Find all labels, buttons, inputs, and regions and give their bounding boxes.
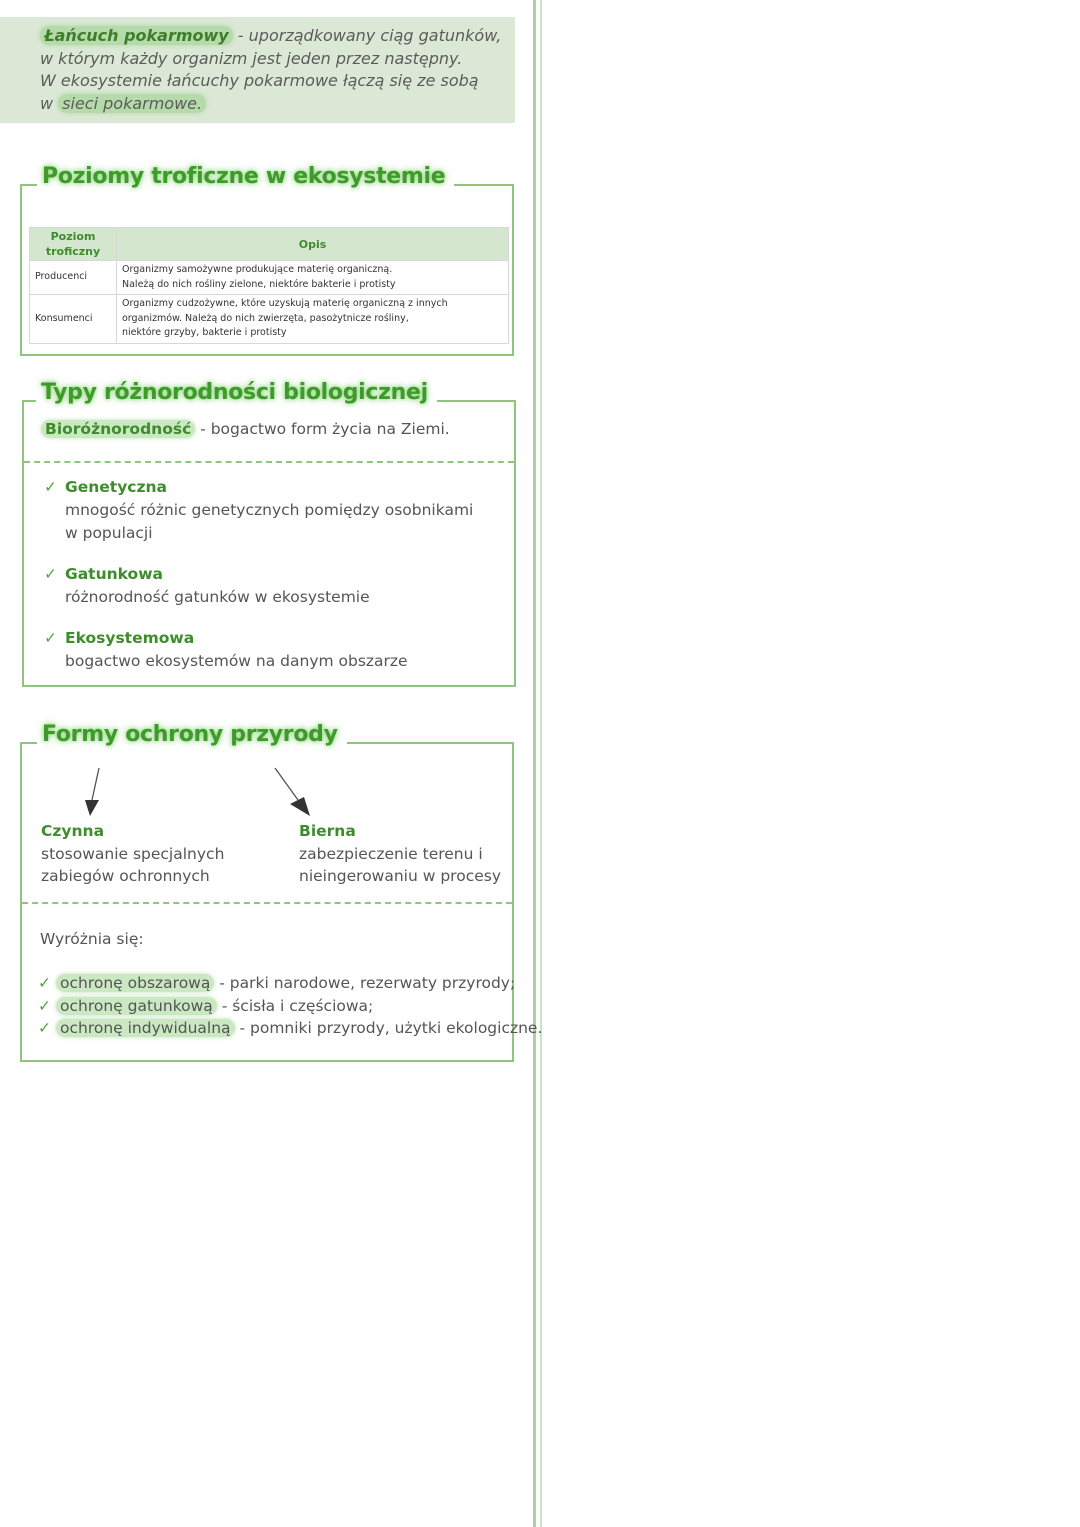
- arrow-line-right: [275, 768, 298, 800]
- description-cell: [117, 261, 509, 295]
- check-icon: ✓: [38, 1019, 51, 1037]
- protection-item-area: [38, 974, 515, 992]
- table-header-row: [30, 228, 509, 261]
- intro-line-1-rest: - uporządkowany ciąg gatunków,: [232, 26, 502, 45]
- passive-protection-desc: nieingerowaniu w procesy: [299, 867, 502, 885]
- item-name: Genetyczna: [65, 478, 167, 496]
- header-description: Opis: [117, 228, 509, 261]
- food-chain-term: Łańcuch pokarmowy: [40, 26, 233, 45]
- active-protection-desc: stosowanie specjalnych: [41, 844, 225, 863]
- item-description: różnorodność gatunków w ekosystemie: [65, 588, 370, 606]
- arrow-head-right-icon: [290, 797, 310, 816]
- table-row: [30, 295, 509, 344]
- check-icon: ✓: [44, 565, 57, 583]
- passive-protection-name: Bierna: [299, 822, 356, 840]
- description-line: Organizmy cudzożywne, które uzyskują materię organiczną z innych: [122, 298, 448, 309]
- page-margin-line: [533, 0, 536, 1527]
- description-line: Organizmy samożywne produkujące materię organiczną.: [122, 264, 393, 275]
- item-description: bogactwo ekosystemów na danym obszarze: [65, 652, 408, 670]
- trophic-levels-table: [29, 227, 509, 344]
- protection-rest: - parki narodowe, rezerwaty przyrody;: [214, 974, 516, 992]
- nature-protection-section: [20, 722, 543, 1062]
- dashed-divider: [22, 902, 512, 904]
- section-title-biodiversity: Typy różnorodności biologicznej: [36, 380, 437, 405]
- protection-item-species: [38, 997, 373, 1015]
- check-icon: ✓: [38, 997, 51, 1015]
- trophic-levels-section: [20, 164, 514, 356]
- distinguish-label: Wyróżnia się:: [40, 930, 144, 948]
- passive-protection-desc: zabezpieczenie terenu i: [299, 844, 483, 863]
- biodiversity-item-genetic: [44, 476, 473, 545]
- item-description: w populacji: [65, 524, 153, 542]
- intro-line-4: [40, 93, 515, 116]
- biodiversity-item-species: [44, 563, 370, 609]
- section-title-trophic: Poziomy troficzne w ekosystemie: [37, 164, 454, 189]
- check-icon: ✓: [44, 478, 57, 496]
- description-line: Należą do nich rośliny zielone, niektóre bakterie i protisty: [122, 278, 396, 290]
- header-level: Poziom troficzny: [30, 228, 117, 261]
- active-protection-desc: zabiegów ochronnych: [41, 867, 210, 885]
- level-cell: Producenci: [30, 261, 117, 295]
- active-protection: [41, 820, 224, 888]
- item-name: Ekosystemowa: [65, 629, 195, 647]
- section-title-protection: Formy ochrony przyrody: [37, 722, 347, 747]
- arrow-head-left-icon: [85, 800, 99, 816]
- protection-rest: - ścisła i częściowa;: [216, 997, 374, 1015]
- intro-line-1: [40, 25, 515, 48]
- level-cell: Konsumenci: [30, 295, 117, 344]
- protection-item-individual: [38, 1019, 542, 1037]
- protection-term: ochronę indywidualną: [56, 1019, 235, 1037]
- branch-arrows: [77, 764, 337, 824]
- intro-line-4-prefix: w: [40, 93, 59, 113]
- intro-line-3: W ekosystemie łańcuchy pokarmowe łączą się ze sobą: [40, 71, 479, 90]
- passive-protection: [299, 820, 501, 888]
- biodiversity-item-ecosystem: [44, 627, 408, 673]
- description-line: niektóre grzyby, bakterie i protisty: [122, 327, 287, 338]
- biodiversity-definition-rest: - bogactwo form życia na Ziemi.: [195, 420, 450, 438]
- description-cell: [117, 295, 509, 344]
- food-chain-definition-box: [0, 17, 515, 123]
- biodiversity-section: [22, 380, 516, 687]
- description-line: organizmów. Należą do nich zwierzęta, pasożytnicze rośliny,: [122, 312, 409, 324]
- protection-rest: - pomniki przyrody, użytki ekologiczne.: [234, 1019, 543, 1037]
- check-icon: ✓: [44, 629, 57, 647]
- item-description: mnogość różnic genetycznych pomiędzy osobnikami: [65, 501, 474, 519]
- active-protection-name: Czynna: [41, 822, 105, 840]
- item-name: Gatunkowa: [65, 565, 163, 583]
- food-web-term: sieci pokarmowe.: [58, 94, 206, 113]
- arrow-line-left: [92, 768, 99, 800]
- biodiversity-definition: [41, 420, 450, 438]
- table-row: [30, 261, 509, 295]
- biodiversity-term: Bioróżnorodność: [41, 420, 195, 438]
- dashed-divider: [24, 461, 514, 463]
- check-icon: ✓: [38, 974, 51, 992]
- protection-term: ochronę gatunkową: [56, 997, 217, 1015]
- page-margin-line-inner: [540, 0, 542, 1527]
- protection-term: ochronę obszarową: [56, 974, 214, 992]
- intro-line-2: w którym każdy organizm jest jeden przez następny.: [40, 48, 463, 68]
